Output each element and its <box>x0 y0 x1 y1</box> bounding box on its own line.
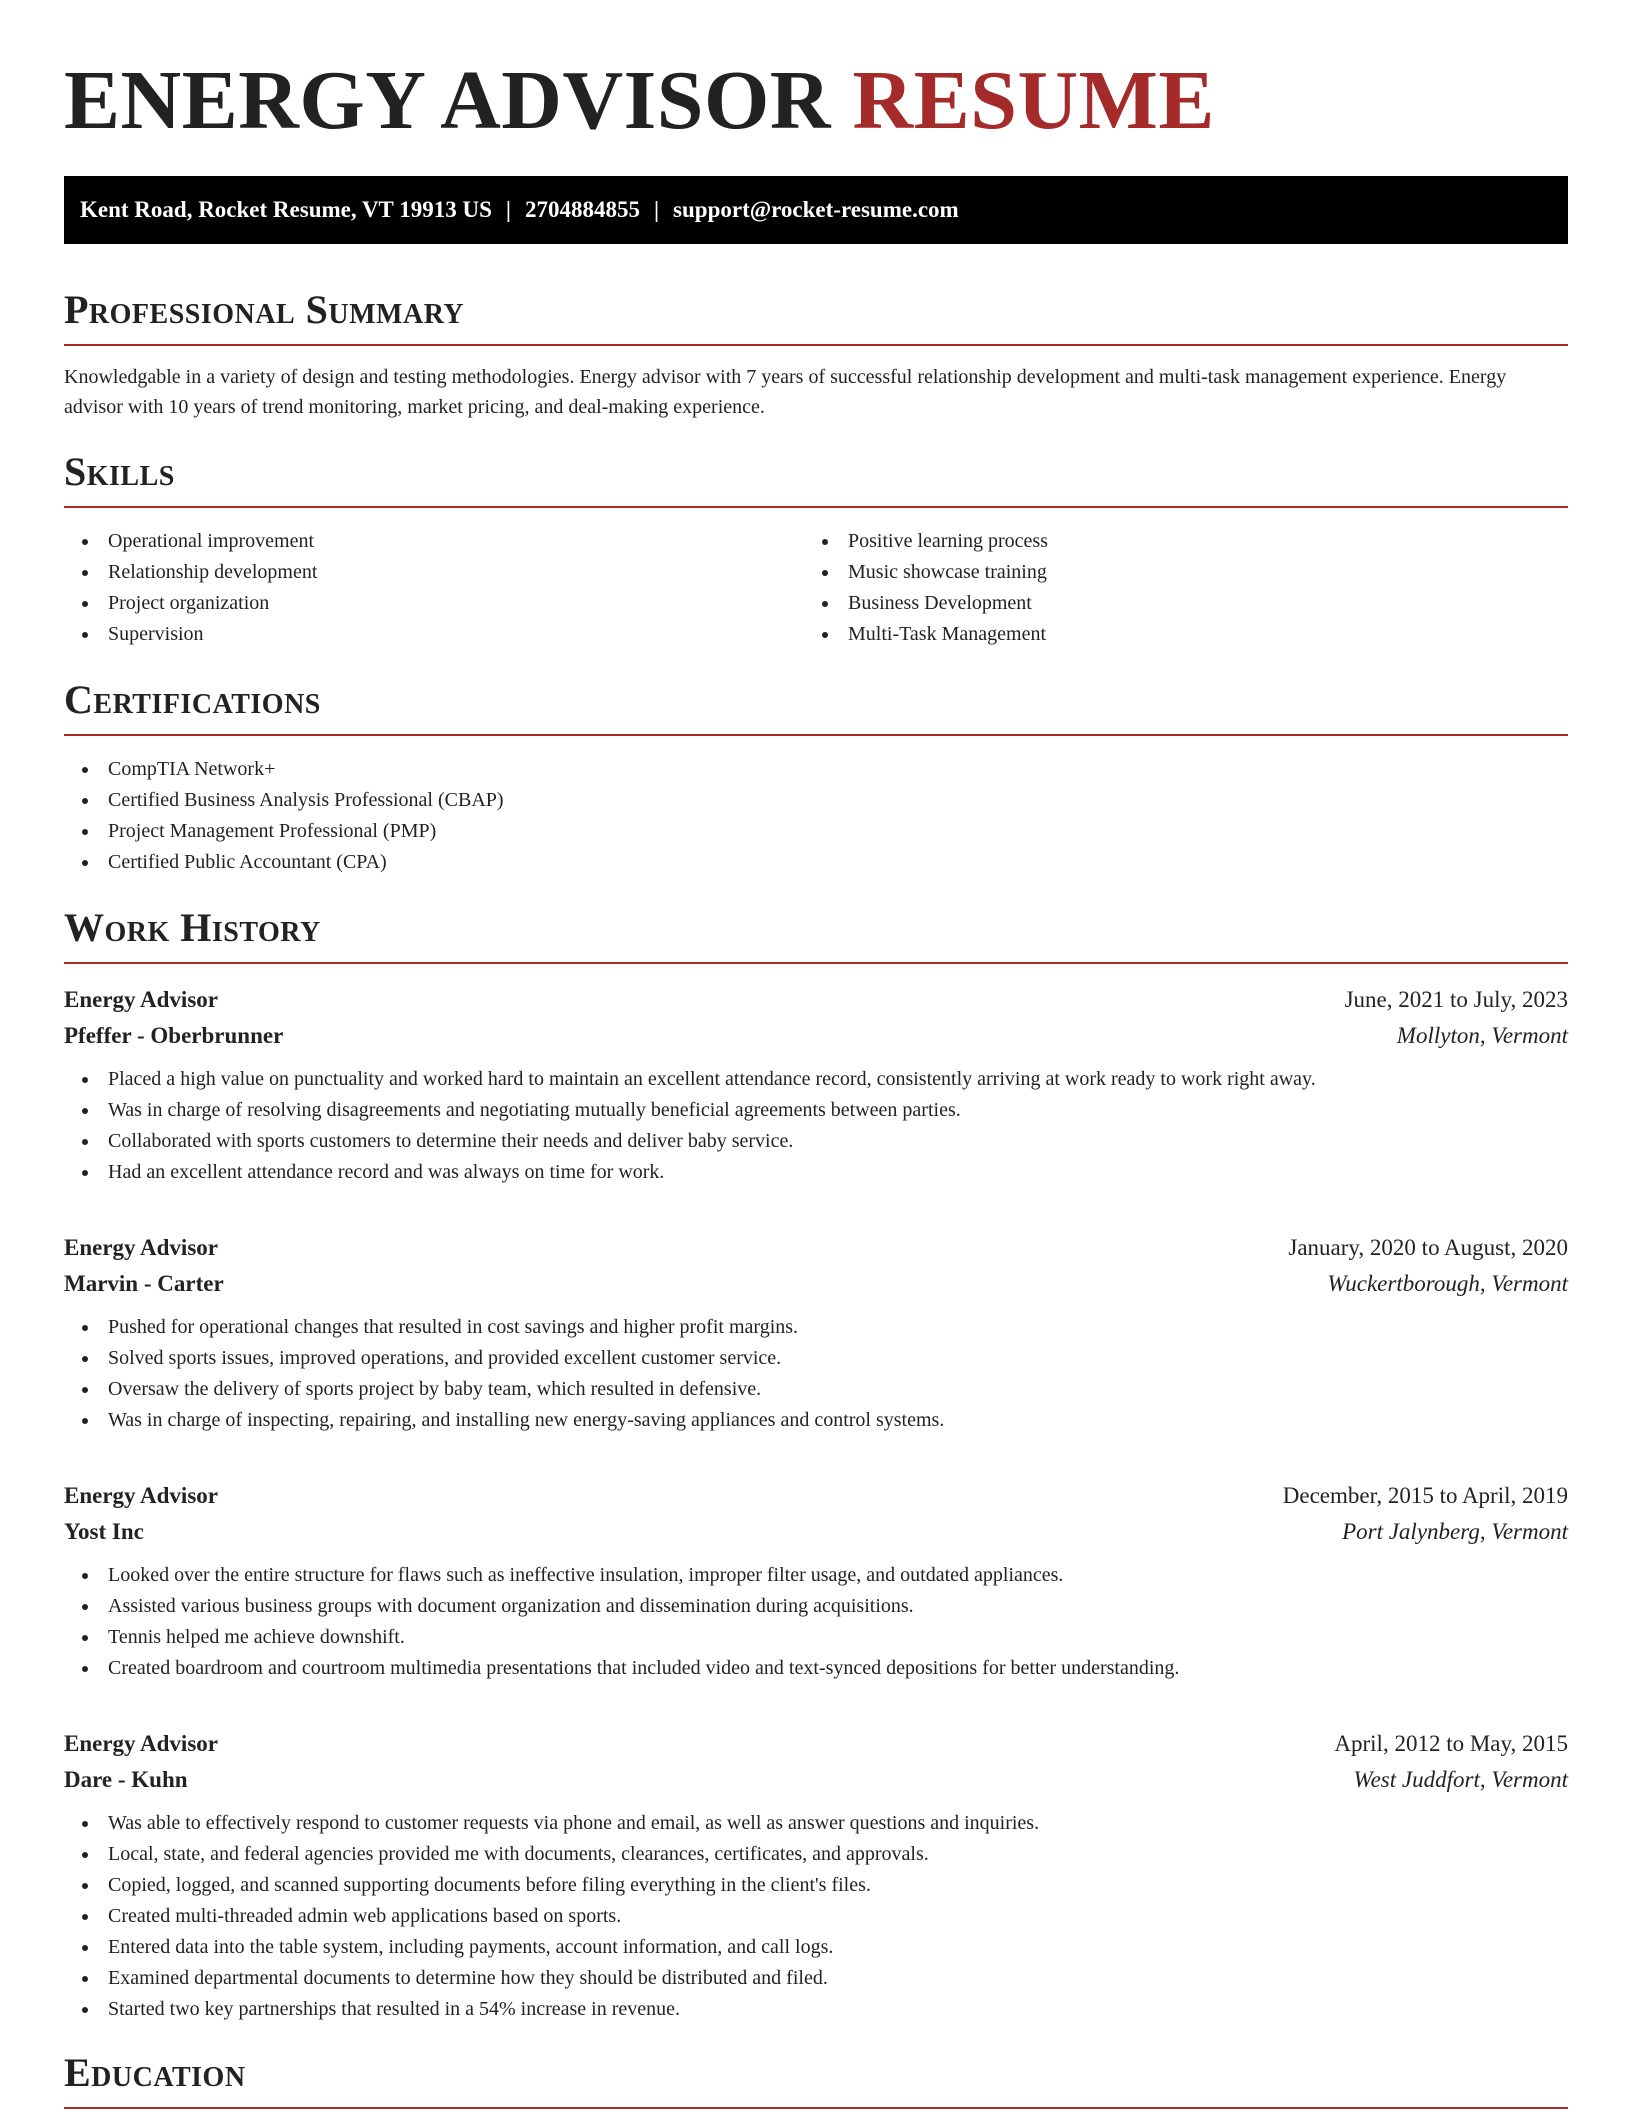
summary-heading: Professional Summary <box>64 286 1568 346</box>
work-history-section <box>64 904 1568 2025</box>
contact-phone: 2704884855 <box>524 197 640 222</box>
job-location: Port Jalynberg, Vermont <box>1342 1519 1568 1544</box>
job-bullet: Created multi-threaded admin web applications based on sports. <box>64 1901 1568 1932</box>
job-header-row <box>64 1478 1568 1514</box>
job-company-row <box>64 1762 1568 1798</box>
certification-item: CompTIA Network+ <box>64 754 1568 785</box>
job-bullet: Assisted various business groups with document organization and dissemination during acquisitions. <box>64 1591 1568 1622</box>
job-bullets <box>64 1064 1568 1188</box>
job-entry <box>64 1478 1568 1684</box>
certification-item: Certified Public Accountant (CPA) <box>64 847 1568 878</box>
job-company: Marvin - Carter <box>64 1271 224 1296</box>
job-bullets <box>64 1312 1568 1436</box>
skill-item: Music showcase training <box>804 557 1544 588</box>
job-bullet: Oversaw the delivery of sports project by baby team, which resulted in defensive. <box>64 1374 1568 1405</box>
job-header-row <box>64 1230 1568 1266</box>
education-heading: Education <box>64 2049 1568 2109</box>
job-bullet: Started two key partnerships that resulted in a 54% increase in revenue. <box>64 1994 1568 2025</box>
job-title: Energy Advisor <box>64 1235 218 1260</box>
job-bullet: Created boardroom and courtroom multimedia presentations that included video and text-synced depositions for better understanding. <box>64 1653 1568 1684</box>
job-company: Dare - Kuhn <box>64 1767 188 1792</box>
skills-heading: Skills <box>64 448 1568 508</box>
job-title: Energy Advisor <box>64 1731 218 1756</box>
job-bullet: Copied, logged, and scanned supporting documents before filing everything in the client's files. <box>64 1870 1568 1901</box>
job-company: Pfeffer - Oberbrunner <box>64 1023 284 1048</box>
job-header-row <box>64 1726 1568 1762</box>
certifications-heading: Certifications <box>64 676 1568 736</box>
skills-grid <box>64 526 1568 650</box>
job-company-row <box>64 1266 1568 1302</box>
job-bullet: Pushed for operational changes that resulted in cost savings and higher profit margins. <box>64 1312 1568 1343</box>
job-bullet: Looked over the entire structure for flaws such as ineffective insulation, improper filter usage, and outdated appliances. <box>64 1560 1568 1591</box>
work-history-heading: Work History <box>64 904 1568 964</box>
skill-item: Multi-Task Management <box>804 619 1544 650</box>
job-bullet: Local, state, and federal agencies provided me with documents, clearances, certificates, and approvals. <box>64 1839 1568 1870</box>
title-accent: RESUME <box>852 54 1215 147</box>
education-section <box>64 2049 1568 2109</box>
skills-list-left <box>64 526 804 650</box>
title-main: ENERGY ADVISOR <box>64 54 832 147</box>
job-bullet: Was in charge of inspecting, repairing, and installing new energy-saving appliances and control systems. <box>64 1405 1568 1436</box>
skill-item: Positive learning process <box>804 526 1544 557</box>
contact-bar <box>64 176 1568 244</box>
summary-text: Knowledgable in a variety of design and testing methodologies. Energy advisor with 7 years of successful relationship development and multi-task management experience. Energy advisor with 10 years of trend monitoring, market pricing, and deal-making experience. <box>64 366 1507 418</box>
job-bullet: Examined departmental documents to determine how they should be distributed and filed. <box>64 1963 1568 1994</box>
job-company: Yost Inc <box>64 1519 144 1544</box>
certification-item: Certified Business Analysis Professional (CBAP) <box>64 785 1568 816</box>
skills-section <box>64 448 1568 650</box>
job-company-row <box>64 1018 1568 1054</box>
job-location: Mollyton, Vermont <box>1396 1023 1568 1048</box>
job-dates: June, 2021 to July, 2023 <box>1344 987 1568 1012</box>
resume-title <box>64 0 1568 147</box>
certifications-list <box>64 754 1568 878</box>
certification-item: Project Management Professional (PMP) <box>64 816 1568 847</box>
job-dates: April, 2012 to May, 2015 <box>1334 1731 1568 1756</box>
job-entry <box>64 982 1568 1188</box>
job-title: Energy Advisor <box>64 1483 218 1508</box>
certifications-section <box>64 676 1568 878</box>
job-bullets <box>64 1560 1568 1684</box>
job-location: Wuckertborough, Vermont <box>1327 1271 1568 1296</box>
job-bullet: Entered data into the table system, including payments, account information, and call logs. <box>64 1932 1568 1963</box>
job-location: West Juddfort, Vermont <box>1353 1767 1568 1792</box>
skill-item: Project organization <box>64 588 804 619</box>
job-title: Energy Advisor <box>64 987 218 1012</box>
contact-address: Kent Road, Rocket Resume, VT 19913 US <box>80 197 492 222</box>
contact-email: support@rocket-resume.com <box>673 197 959 222</box>
skill-item: Relationship development <box>64 557 804 588</box>
job-bullet: Had an excellent attendance record and was always on time for work. <box>64 1157 1568 1188</box>
job-bullet: Tennis helped me achieve downshift. <box>64 1622 1568 1653</box>
skill-item: Supervision <box>64 619 804 650</box>
job-dates: December, 2015 to April, 2019 <box>1282 1483 1568 1508</box>
contact-separator: | <box>653 197 660 222</box>
contact-separator: | <box>505 197 511 222</box>
job-header-row <box>64 982 1568 1018</box>
job-company-row <box>64 1514 1568 1550</box>
job-bullets <box>64 1808 1568 2025</box>
job-bullet: Solved sports issues, improved operations, and provided excellent customer service. <box>64 1343 1568 1374</box>
job-bullet: Was in charge of resolving disagreements and negotiating mutually beneficial agreements between parties. <box>64 1095 1568 1126</box>
skill-item: Business Development <box>804 588 1544 619</box>
job-entry <box>64 1726 1568 2025</box>
skill-item: Operational improvement <box>64 526 804 557</box>
job-bullet: Was able to effectively respond to customer requests via phone and email, as well as answer questions and inquiries. <box>64 1808 1568 1839</box>
job-dates: January, 2020 to August, 2020 <box>1288 1235 1568 1260</box>
job-entry <box>64 1230 1568 1436</box>
skills-list-right <box>804 526 1544 650</box>
job-bullet: Collaborated with sports customers to determine their needs and deliver baby service. <box>64 1126 1568 1157</box>
summary-section <box>64 286 1568 422</box>
job-bullet: Placed a high value on punctuality and worked hard to maintain an excellent attendance record, consistently arriving at work ready to work right away. <box>64 1064 1568 1095</box>
